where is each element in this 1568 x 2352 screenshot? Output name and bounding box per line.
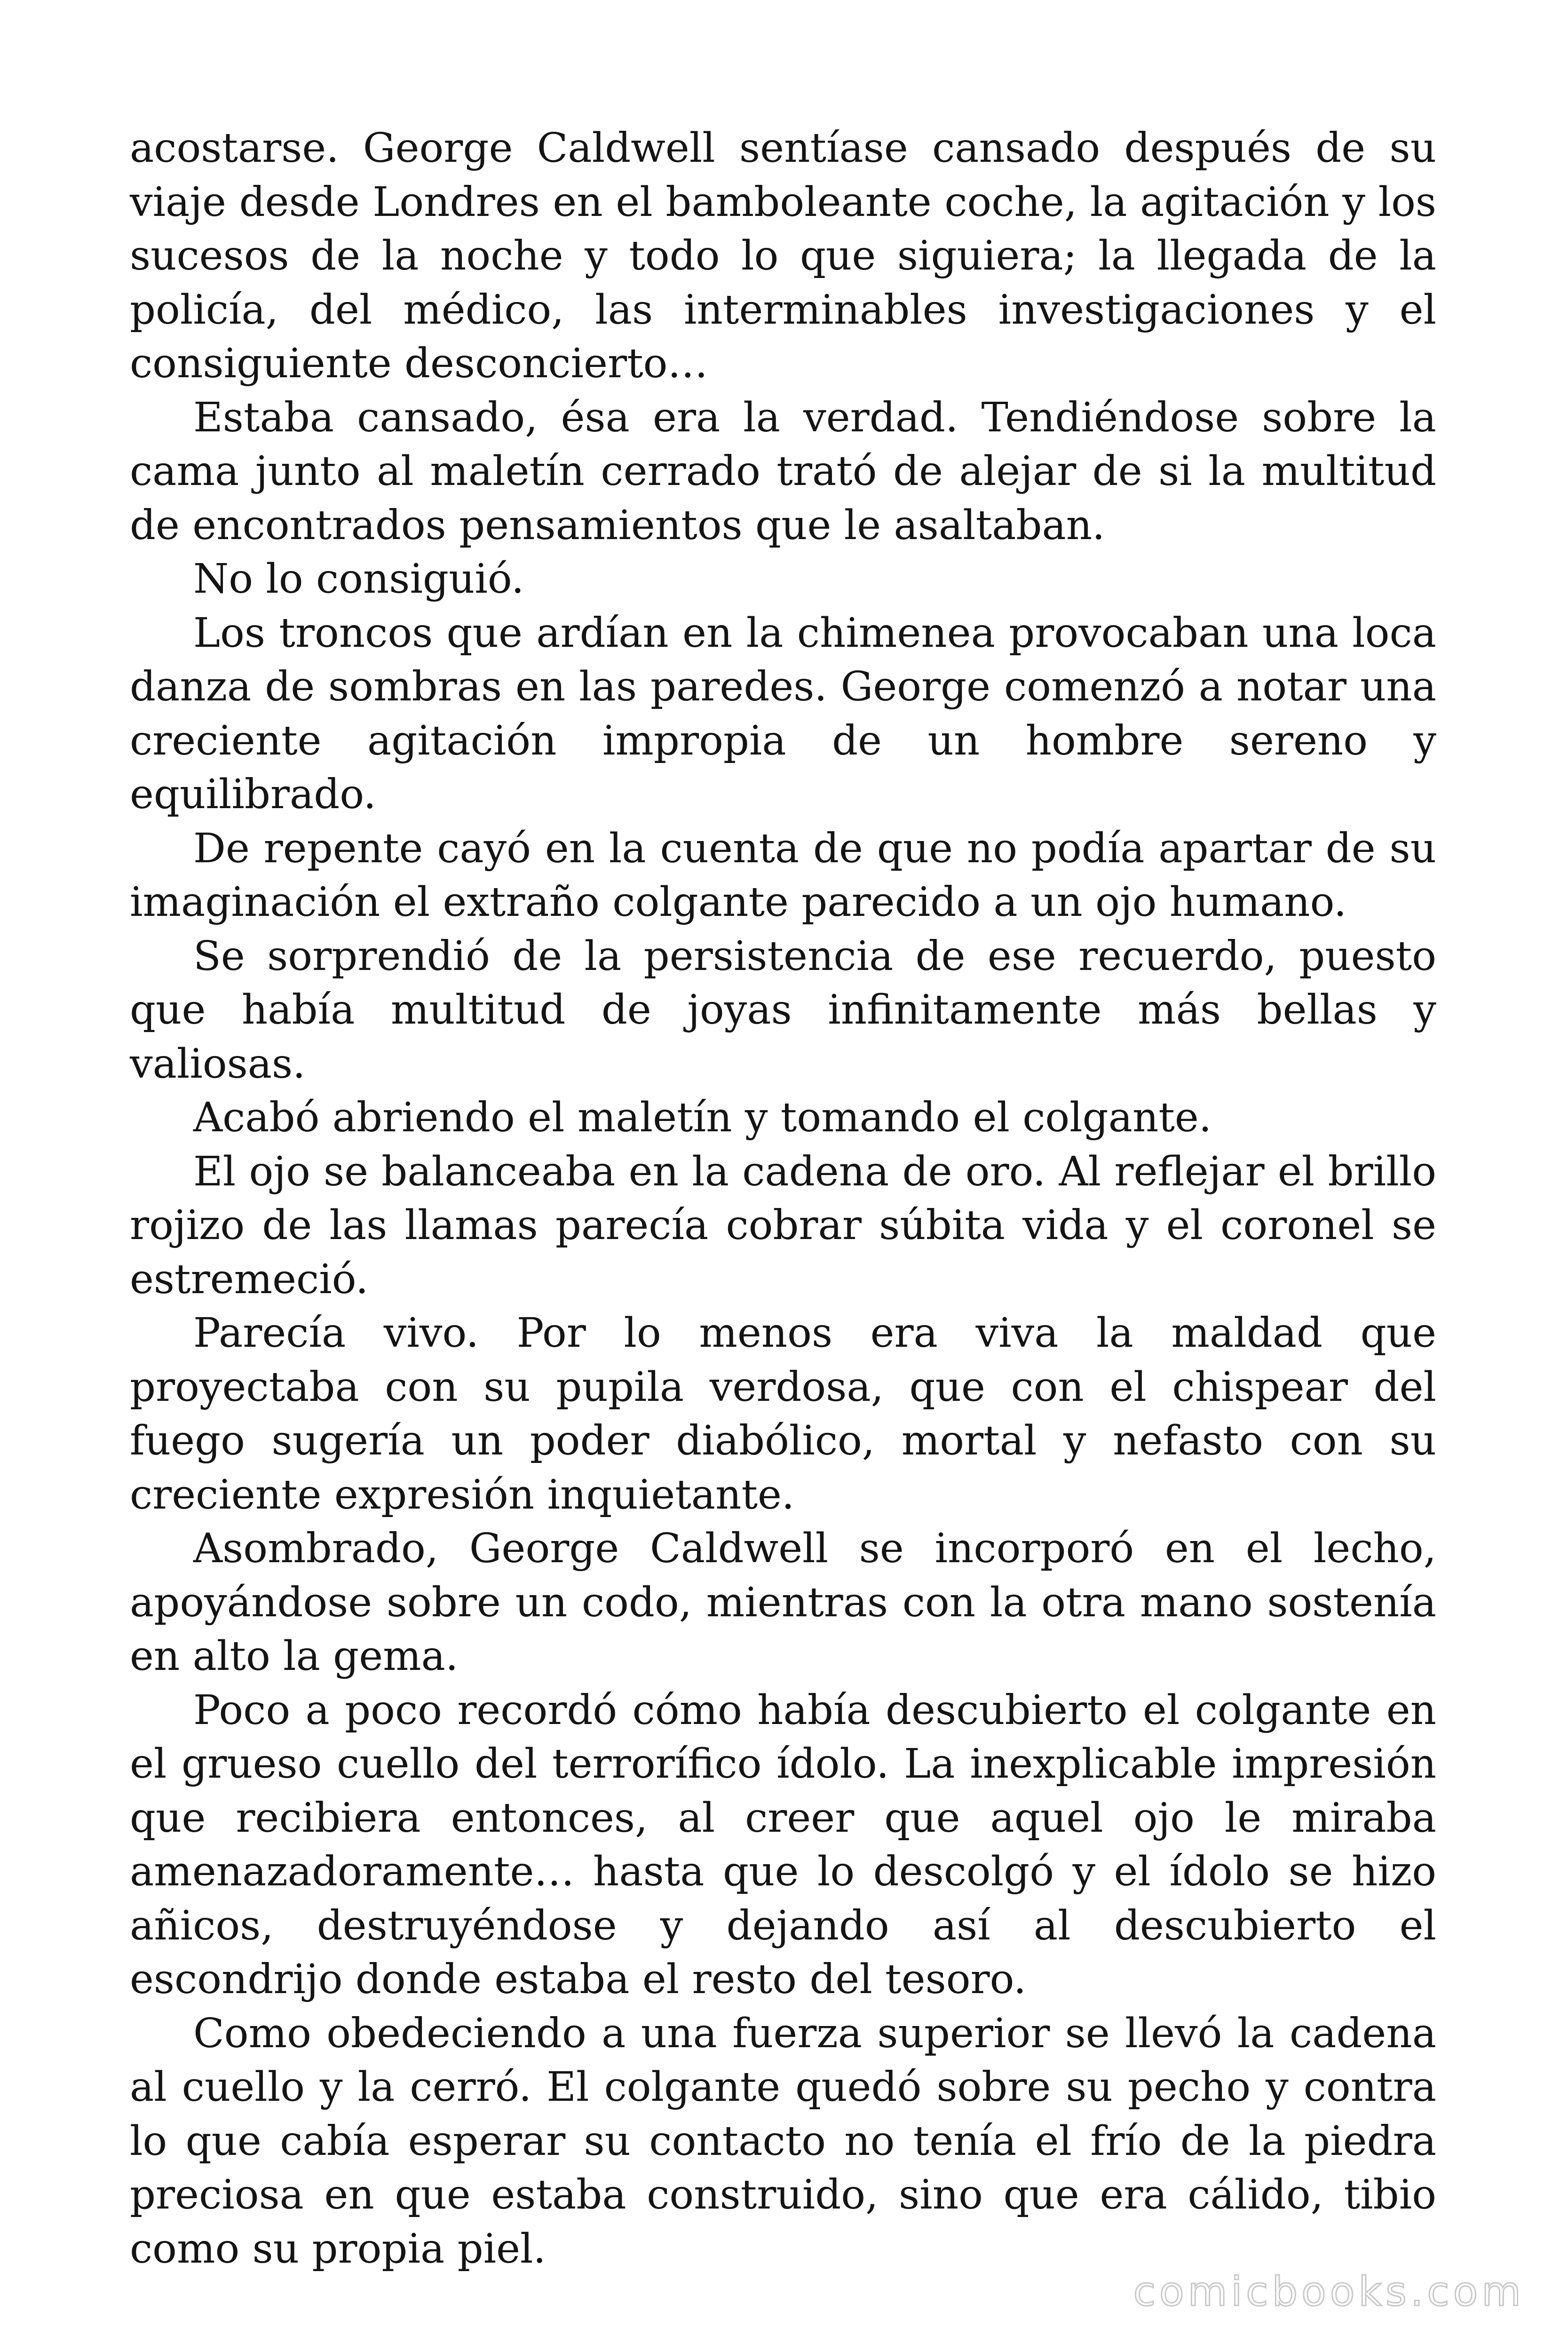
watermark-text: comicbooks.com: [1133, 2268, 1525, 2315]
paragraph-3: No lo consiguió.: [193, 556, 524, 603]
paragraph-12: Como obedeciendo a una fuerza superior se llevó la cadena al cuello y la cerró. El colgante quedó sobre su pecho y contra lo que cabía esperar su contacto no tenía el frío de la piedra preciosa en que estaba construido, sino que era cálido, tibio como su propia piel.: [130, 2010, 1436, 2273]
paragraph-1: acostarse. George Caldwell sentíase cansado después de su viaje desde Londres en el bamboleante coche, la agitación y los sucesos de la noche y todo lo que siguiera; la llegada de la policía, del médico, las interminables investigaciones y el consiguiente desconcierto…: [130, 125, 1436, 387]
paragraph-4: Los troncos que ardían en la chimenea provocaban una loca danza de sombras en las paredes. George comenzó a notar una creciente agitación impropia de un hombre sereno y equilibrado.: [130, 609, 1436, 818]
paragraph-9: Parecía vivo. Por lo menos era viva la maldad que proyectaba con su pupila verdosa, que con el chispear del fuego sugería un poder diabólico, mortal y nefasto con su creciente expresión inquietante.: [130, 1310, 1436, 1518]
body-text: [130, 121, 1436, 2276]
paragraph-5: De repente cayó en la cuenta de que no podía apartar de su imaginación el extraño colgante parecido a un ojo humano.: [130, 825, 1436, 926]
paragraph-8: El ojo se balanceaba en la cadena de oro. Al reflejar el brillo rojizo de las llamas parecía cobrar súbita vida y el coronel se estremeció.: [130, 1148, 1436, 1303]
paragraph-6: Se sorprendió de la persistencia de ese recuerdo, puesto que había multitud de joyas infinitamente más bellas y valiosas.: [130, 932, 1436, 1088]
paragraph-11: Poco a poco recordó cómo había descubierto el colgante en el grueso cuello del terrorífico ídolo. La inexplicable impresión que recibiera entonces, al creer que aquel ojo le miraba amenazadoramente… hasta que lo descolgó y el ídolo se hizo añicos, destruyéndose y dejando así al descubierto el escondrijo donde estaba el resto del tesoro.: [130, 1686, 1436, 2003]
paragraph-10: Asombrado, George Caldwell se incorporó en el lecho, apoyándose sobre un codo, mientras con la otra mano sostenía en alto la gema.: [130, 1525, 1436, 1680]
paragraph-7: Acabó abriendo el maletín y tomando el colgante.: [193, 1094, 1212, 1141]
paragraph-2: Estaba cansado, ésa era la verdad. Tendiéndose sobre la cama junto al maletín cerrado trató de alejar de si la multitud de encontrados pensamientos que le asaltaban.: [130, 394, 1436, 549]
